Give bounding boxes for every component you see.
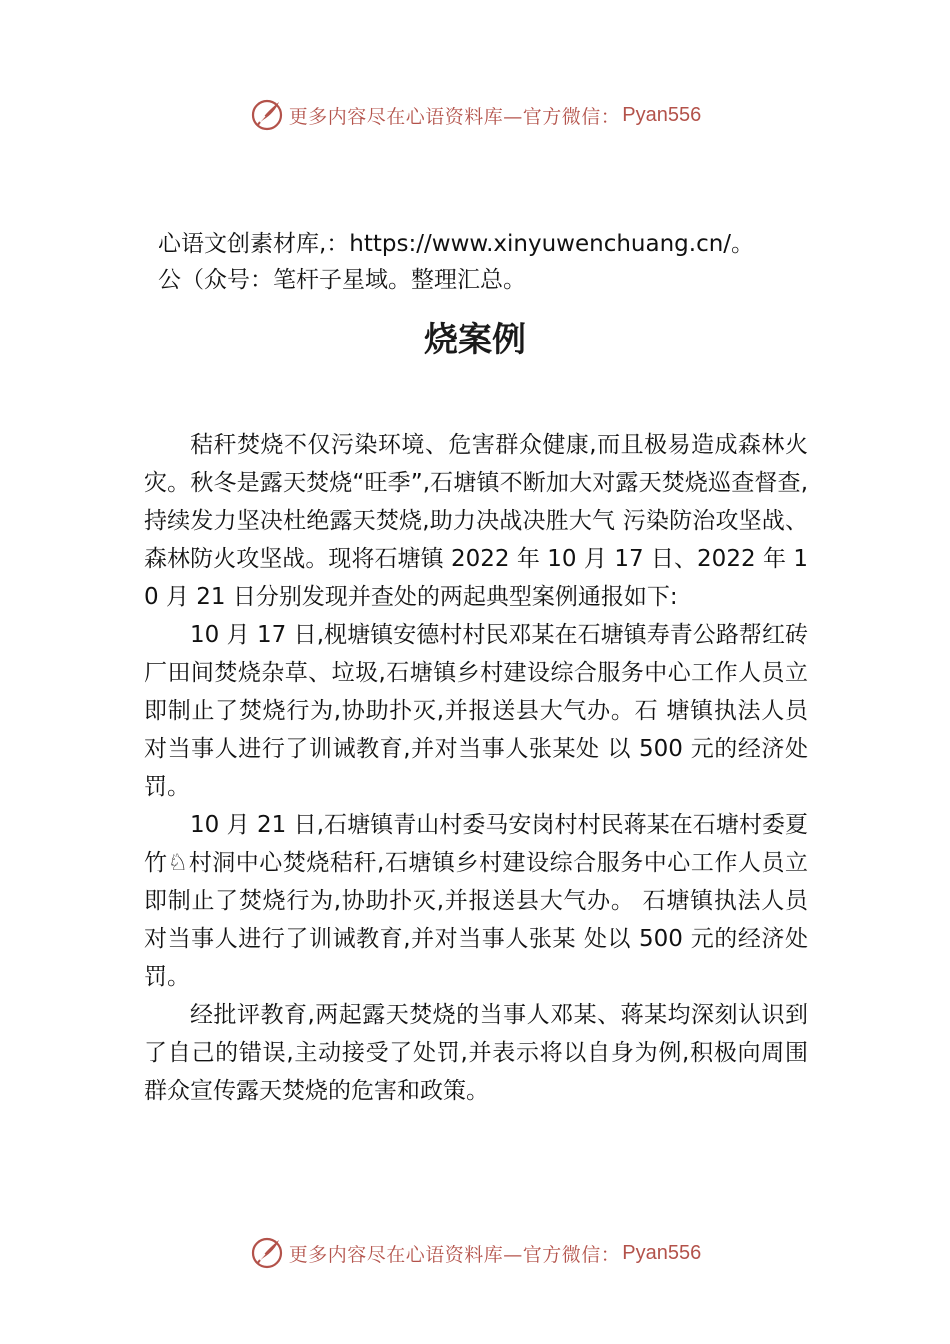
watermark-text: 更多内容尽在心语资料库—官方微信： [288,1243,621,1266]
footer-watermark [0,1233,950,1273]
paragraph: 秸秆焚烧不仅污染环境、危害群众健康,而且极易造成森林火灾。秋冬是露天焚烧“旺季”,石塘镇不断加大对露天焚烧巡查督查,持续发力坚决杜绝露天焚烧,助力决战决胜大气 污染防治攻坚战、森林防火攻坚战。现将石塘镇 2022 年 10 月 17 日、2022 年 10 月 21 日分别发现并查处的两起典型案例通报如下: [144,432,808,610]
paragraph: 10 月 17 日,枧塘镇安德村村民邓某在石塘镇寿青公路帮红砖厂田间焚烧杂草、垃圾,石塘镇乡村建设综合服务中心工作人员立即制止了焚烧行为,协助扑灭,并报送县大气办。石 塘镇执法人员对当事人进行了训诫教育,并对当事人张某处 以 500 元的经济处罚。 [144,622,808,800]
watermark-wechat-handle: Pyan556 [622,103,702,126]
page-title: 烧案例 [424,320,526,360]
source-line-2: 公（众号：笔杆子星域。整理汇总。 [158,267,526,293]
paragraph: 10 月 21 日,石塘镇青山村委马安岗村村民蒋某在石塘村委夏竹♘村洞中心焚烧秸秆,石塘镇乡村建设综合服务中心工作人员立即制止了焚烧行为,协助扑灭,并报送县大气办。 石塘镇执法人员对当事人进行了训诫教育,并对当事人张某 处以 500 元的经济处罚。 [144,812,808,990]
source-line-1: 心语文创素材库,：https://www.xinyuwenchuang.cn/。 [158,231,755,257]
quill-pen-logo-icon [249,97,285,133]
watermark-text: 更多内容尽在心语资料库—官方微信： [288,105,621,128]
paragraph: 经批评教育,两起露天焚烧的当事人邓某、蒋某均深刻认识到了自己的错误,主动接受了处罚,并表示将以自身为例,积极向周围群众宣传露天焚烧的危害和政策。 [144,1002,808,1104]
source-note [158,226,838,298]
document-body [144,426,808,1110]
quill-pen-logo-icon [249,1235,285,1271]
header-watermark [0,95,950,135]
watermark-wechat-handle: Pyan556 [622,1241,702,1264]
